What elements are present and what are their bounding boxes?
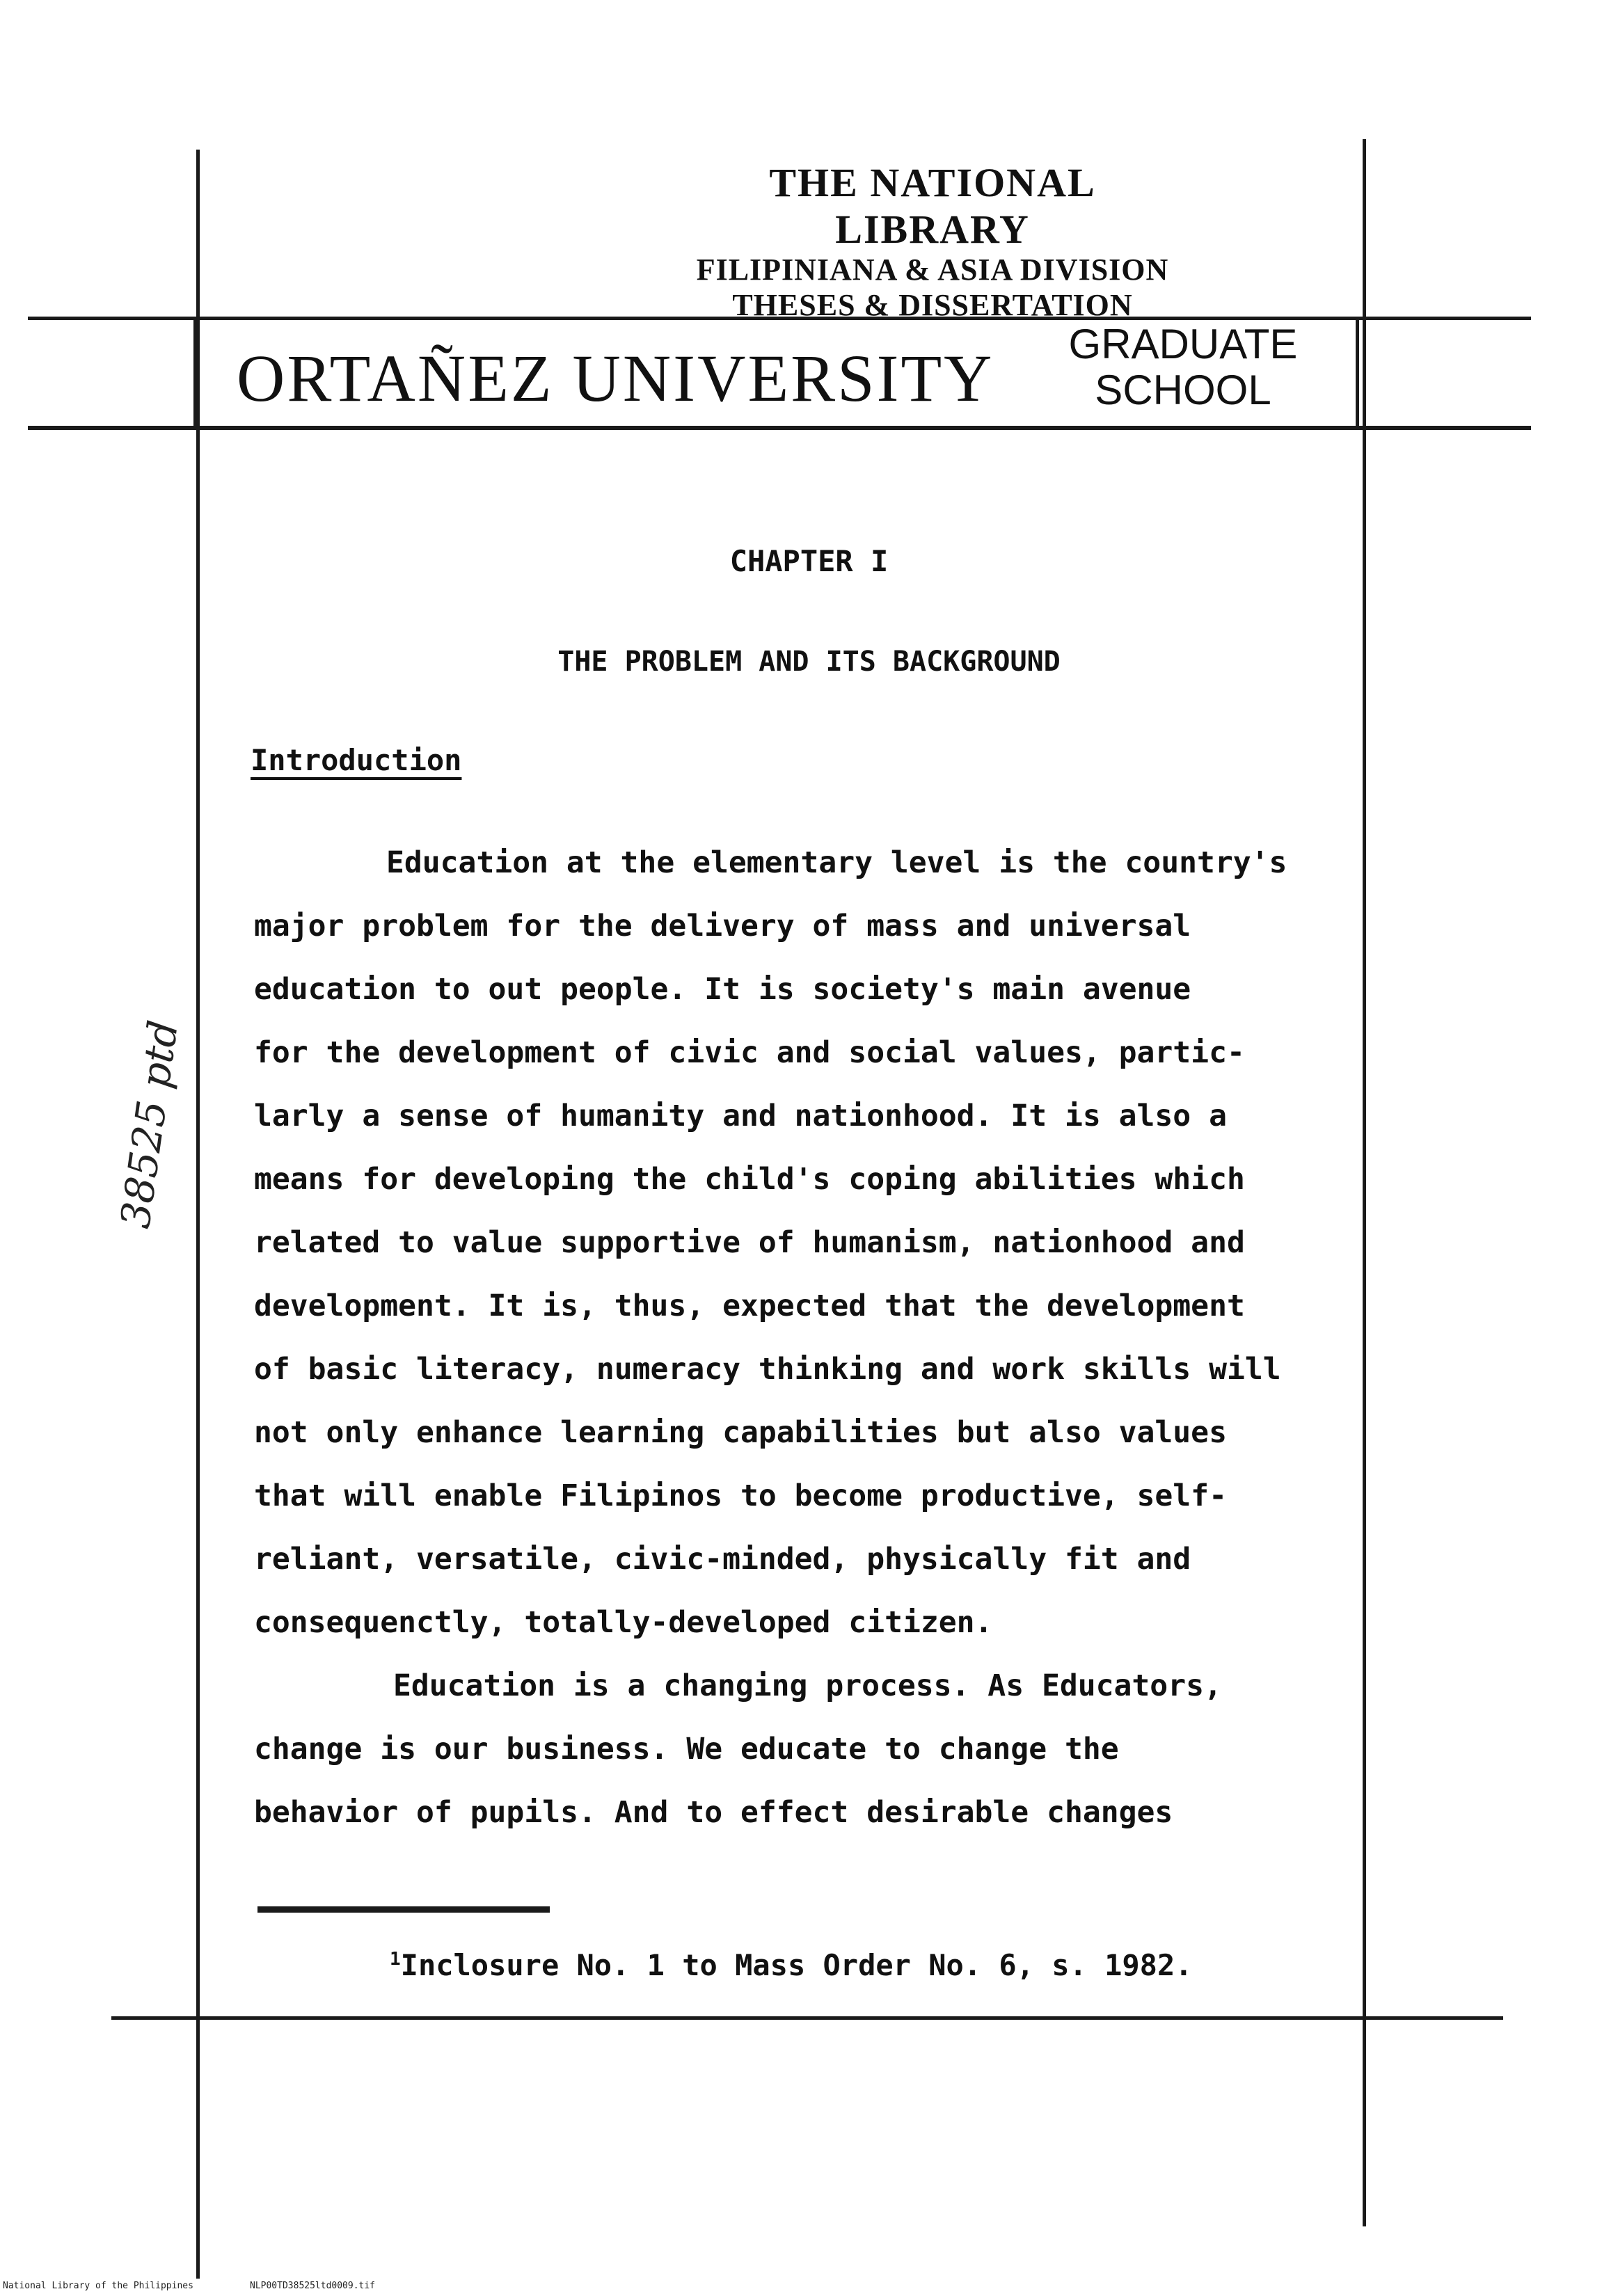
left-margin-line: [196, 150, 200, 2279]
body-line: reliant, versatile, civic-minded, physically fit and: [254, 1542, 1191, 1577]
graduate-school-label: [1051, 321, 1315, 413]
body-line: means for developing the child's coping abilities which: [254, 1162, 1245, 1197]
footer-rule: [111, 2016, 1503, 2020]
library-stamp: [682, 160, 1183, 324]
chapter-number: CHAPTER I: [729, 544, 889, 578]
body-line: education to out people. It is society's main avenue: [254, 972, 1191, 1007]
body-text: [254, 831, 1287, 1844]
chapter-title: THE PROBLEM AND ITS BACKGROUND: [557, 646, 1061, 678]
footnote-separator: [257, 1906, 550, 1913]
footnote-text: Inclosure No. 1 to Mass Order No. 6, s. 1982.: [400, 1948, 1193, 1982]
stamp-line-theses: THESES & DISSERTATION: [732, 287, 1133, 322]
body-line: not only enhance learning capabilities but also values: [254, 1415, 1227, 1450]
school-label: SCHOOL: [1095, 367, 1271, 413]
graduate-label: GRADUATE: [1068, 321, 1298, 367]
stamp-line-division: FILIPINIANA & ASIA DIVISION: [696, 253, 1169, 287]
body-line: Education is a changing process. As Educators,: [393, 1668, 1222, 1703]
footnote-marker: 1: [390, 1949, 401, 1970]
footnote: [390, 1948, 1193, 1982]
stamp-line-library: THE NATIONAL LIBRARY: [769, 160, 1096, 252]
body-line: change is our business. We educate to change the: [254, 1732, 1119, 1767]
body-line: for the development of civic and social values, partic-: [254, 1035, 1245, 1070]
university-name: ORTAÑEZ UNIVERSITY: [237, 341, 994, 415]
body-line: major problem for the delivery of mass and universal: [254, 909, 1191, 943]
body-line: Education at the elementary level is the country's: [386, 845, 1287, 880]
body-line: development. It is, thus, expected that the development: [254, 1289, 1245, 1323]
header-divider-left: [193, 317, 197, 428]
body-line: behavior of pupils. And to effect desirable changes: [254, 1795, 1173, 1830]
header-divider-right: [1356, 319, 1359, 426]
body-line: of basic literacy, numeracy thinking and work skills will: [254, 1352, 1281, 1387]
handwritten-accession-note: 38525 ptd: [111, 1017, 188, 1231]
caption-library: National Library of the Philippines: [3, 2281, 193, 2291]
header-bottom-rule: [28, 426, 1531, 430]
body-line: that will enable Filipinos to become productive, self-: [254, 1478, 1227, 1513]
section-heading: Introduction: [251, 743, 462, 777]
scan-caption: [3, 2281, 376, 2291]
body-line: consequenctly, totally-developed citizen.: [254, 1605, 993, 1640]
body-line: related to value supportive of humanism, nationhood and: [254, 1225, 1245, 1260]
body-line: larly a sense of humanity and nationhood. It is also a: [254, 1099, 1227, 1133]
right-margin-line: [1363, 139, 1366, 2226]
caption-filename: NLP00TD38525ltd0009.tif: [250, 2281, 376, 2291]
